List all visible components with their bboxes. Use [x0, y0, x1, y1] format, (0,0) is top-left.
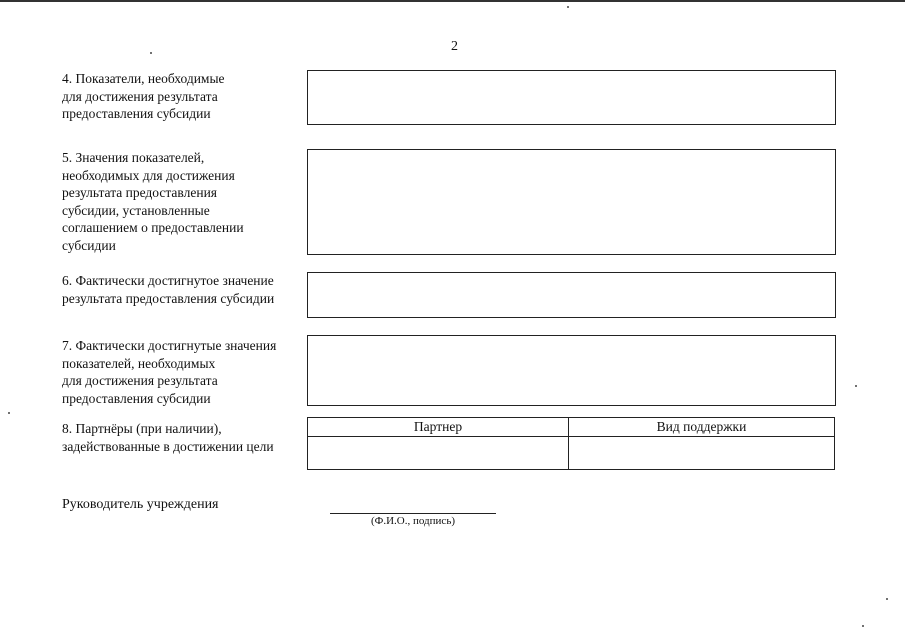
signature-caption: (Ф.И.О., подпись): [371, 515, 455, 527]
item-4-field[interactable]: [307, 70, 836, 125]
item-5-label: 5. Значения показателей, необходимых для достижения результата предоставления субсидии, установленные соглашением о предоставлении субсидии: [62, 150, 244, 253]
item-7-field[interactable]: [307, 335, 836, 406]
signature-title: Руководитель учреждения: [62, 497, 219, 512]
partners-table: [307, 417, 835, 470]
scan-speck: [567, 6, 569, 8]
support-type-cell[interactable]: [569, 437, 835, 470]
scan-top-edge: [0, 0, 905, 2]
signature-line[interactable]: [330, 513, 496, 514]
item-6-label: 6. Фактически достигнутое значение результата предоставления субсидии: [62, 273, 275, 306]
item-7-label: 7. Фактически достигнутые значения показателей, необходимых для достижения результата предоставления субсидии: [62, 338, 277, 406]
scan-speck: [8, 412, 10, 414]
page-number: 2: [451, 39, 458, 54]
scan-speck: [886, 598, 888, 600]
item-5-field[interactable]: [307, 149, 836, 255]
partner-column-header: Партнер: [308, 418, 569, 437]
support-type-column-header: Вид поддержки: [569, 418, 835, 437]
partner-cell[interactable]: [308, 437, 569, 470]
item-6-field[interactable]: [307, 272, 836, 318]
scan-speck: [150, 52, 152, 54]
partners-table-header-row: [308, 418, 835, 437]
item-4-label: 4. Показатели, необходимые для достижения результата предоставления субсидии: [62, 71, 225, 121]
partners-table-row: [308, 437, 835, 470]
scan-speck: [862, 625, 864, 627]
scan-speck: [855, 385, 857, 387]
item-8-label: 8. Партнёры (при наличии), задействованные в достижении цели: [62, 421, 274, 454]
